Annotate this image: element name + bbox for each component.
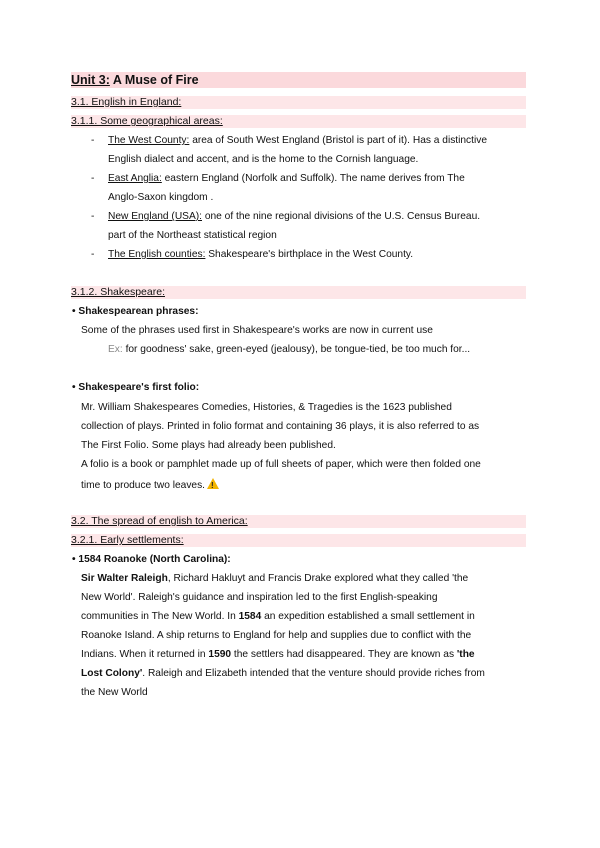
- list-item: East Anglia: eastern England (Norfolk and Suffolk). The name derives from The: [108, 173, 465, 184]
- roanoke-heading: • 1584 Roanoke (North Carolina):: [72, 554, 231, 565]
- section-3-1-1-heading: 3.1.1. Some geographical areas:: [71, 115, 526, 128]
- section-3-1-2-heading: 3.1.2. Shakespeare:: [71, 286, 526, 299]
- folio-line: A folio is a book or pamphlet made up of full sheets of paper, which were then folded one: [81, 459, 481, 470]
- roanoke-line: Indians. When it returned in 1590 the settlers had disappeared. They are known as 'the: [81, 649, 475, 660]
- list-item-continued: part of the Northeast statistical region: [108, 230, 277, 241]
- folio-line: Mr. William Shakespeares Comedies, Histories, & Tragedies is the 1623 published: [81, 402, 452, 413]
- roanoke-line: Roanoke Island. A ship returns to England for help and supplies due to conflict with the: [81, 630, 472, 641]
- phrases-heading: • Shakespearean phrases:: [72, 306, 199, 317]
- phrases-example: Ex: for goodness' sake, green-eyed (jealousy), be tongue-tied, be too much for...: [108, 344, 471, 355]
- list-dash: -: [91, 173, 95, 184]
- list-item: The English counties: Shakespeare's birthplace in the West County.: [108, 249, 414, 260]
- section-3-1-heading: 3.1. English in England:: [71, 96, 526, 109]
- roanoke-line: Lost Colony'. Raleigh and Elizabeth intended that the venture should provide riches from: [81, 668, 485, 679]
- folio-line: time to produce two leaves.!: [81, 477, 219, 492]
- folio-heading: • Shakespeare's first folio:: [72, 382, 200, 393]
- list-dash: -: [91, 249, 95, 260]
- list-item: The West County: area of South West England (Bristol is part of it). Has a distinctive: [108, 135, 488, 146]
- list-item-continued: English dialect and accent, and is the home to the Cornish language.: [108, 154, 419, 165]
- list-item: New England (USA): one of the nine regional divisions of the U.S. Census Bureau.: [108, 211, 481, 222]
- roanoke-line: Sir Walter Raleigh, Richard Hakluyt and Francis Drake explored what they called 'the: [81, 573, 469, 584]
- list-item-continued: Anglo-Saxon kingdom .: [108, 192, 214, 203]
- section-3-2-heading: 3.2. The spread of english to America:: [71, 515, 526, 528]
- list-dash: -: [91, 135, 95, 146]
- section-3-2-1-heading: 3.2.1. Early settlements:: [71, 534, 526, 547]
- list-dash: -: [91, 211, 95, 222]
- roanoke-line: the New World: [81, 687, 148, 698]
- phrases-text: Some of the phrases used first in Shakespeare's works are now in current use: [81, 325, 433, 336]
- unit-label: Unit 3:: [71, 73, 110, 87]
- roanoke-line: New World'. Raleigh's guidance and inspiration led to the first English-speaking: [81, 592, 438, 603]
- folio-line: collection of plays. Printed in folio format and containing 36 plays, it is also referred to as: [81, 421, 480, 432]
- folio-line: The First Folio. Some plays had already been published.: [81, 440, 336, 451]
- unit-title: A Muse of Fire: [109, 73, 199, 87]
- unit-heading: [71, 72, 526, 88]
- warning-icon: [207, 478, 219, 489]
- roanoke-line: communities in The New World. In 1584 an expedition established a small settlement in: [81, 611, 475, 622]
